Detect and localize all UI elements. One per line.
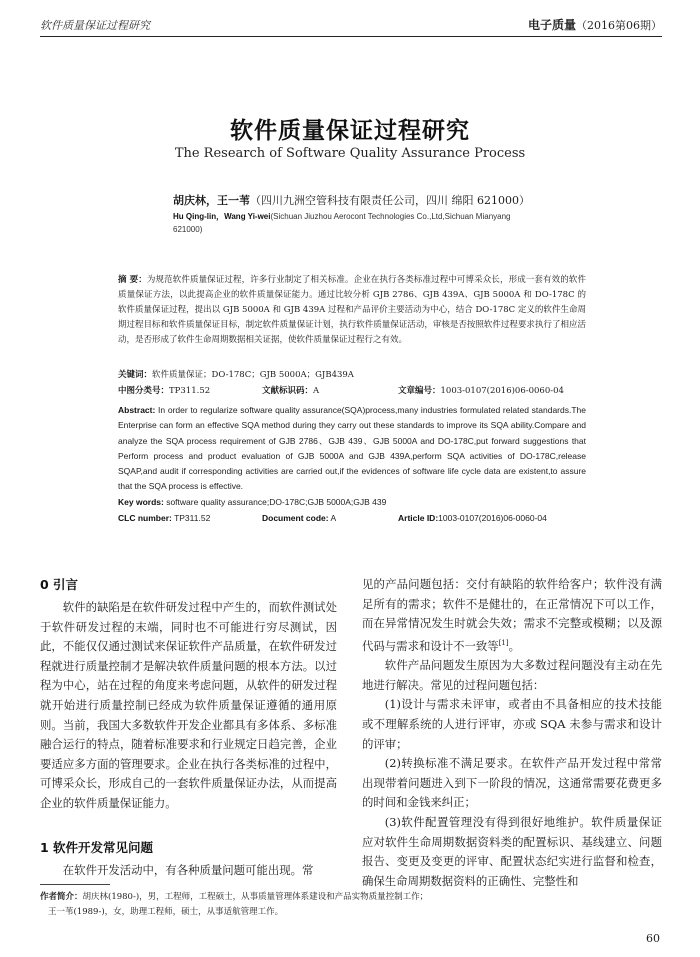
right-paragraph-5: (3)软件配置管理没有得到很好地维护。软件质量保证应对软件生命周期数据资料类的配置标识、基线建立、问题报告、变更及变更的评审、配置状态纪实进行监督和检查，确保生命周期数据资料的正确性、完整性和 — [362, 814, 662, 888]
abstract-en — [118, 403, 586, 495]
paper-title-cn: 软件质量保证过程研究 — [230, 117, 470, 144]
section-1-heading: 1 软件开发常见问题 — [40, 840, 154, 855]
abstract-cn-text: 为规范软件质量保证过程，许多行业制定了相关标准。企业在执行各类标准过程中可博采众长，形成一套有效的软件质量保证方法，以此提高企业的软件质量保证能力。通过比较分析 GJB 2786、GJB 439A、GJB 5000A 和 DO-178C 的软件质量保证过程，提出以 GJB 5000A 和 GJB 439A 过程和产品评价主要活动为中心，结合 DO-178C 定义的软件生命周期过程目标和软件质量保证目标，制定软件质量保证计划，执行软件质量保证活动，审核是否按照软件过程要求执行了相应活动，是否形成了软件生命周期数据相关证据，使软件质量保证过程行之有效。 — [118, 275, 586, 345]
author-names-en: Hu Qing-lin，Wang Yi-wei — [173, 212, 271, 221]
footnote-author-1: 胡庆林(1980-)，男，工程师，工程硕士，从事质量管理体系建设和产品实物质量控制工作； — [82, 892, 429, 902]
keywords-en — [118, 497, 386, 507]
doc-code-en — [262, 513, 336, 523]
doc-code-cn-value: A — [313, 386, 320, 396]
journal-name: 电子质量 — [527, 18, 576, 32]
authors-en — [173, 210, 533, 236]
abstract-en-label: Abstract: — [118, 405, 156, 415]
page-number: 60 — [646, 932, 660, 945]
doc-code-en-label: Document code: — [262, 513, 329, 523]
right-paragraph-4: (2)转换标准不满足要求。在软件产品开发过程中常常出现带着问题进入到下一阶段的情况，这通常需要花费更多的时间和金钱来纠正； — [362, 756, 662, 810]
footnote-line-1 — [40, 890, 428, 902]
right-paragraph-1-end: 。 — [508, 638, 521, 653]
doc-code-cn — [262, 384, 319, 396]
right-paragraph-1 — [362, 575, 662, 656]
abstract-cn-label: 摘 要： — [118, 275, 147, 285]
clc-cn — [118, 384, 210, 396]
keywords-cn-label: 关键词： — [118, 370, 153, 380]
right-paragraph-3: (1)设计与需求未评审，或者由不具备相应的技术技能或不理解系统的人进行评审，亦或 SQA 未参与需求和设计的评审； — [362, 697, 662, 751]
authors-cn — [173, 192, 530, 208]
keywords-cn-text: 软件质量保证；DO-178C；GJB 5000A；GJB439A — [152, 370, 354, 380]
keywords-en-text: software quality assurance;DO-178C;GJB 5000A;GJB 439 — [166, 497, 387, 507]
right-paragraph-2: 软件产品问题发生原因为大多数过程问题没有主动在先地进行解决。常见的过程问题包括： — [362, 658, 662, 692]
clc-en-value: TP311.52 — [174, 513, 211, 523]
issue-label: （2016第06期） — [576, 19, 662, 32]
abstract-en-text: In order to regularize software quality assurance(SQA)process,many industries formulated related standards.The Enterprise can form an effective SQA method during they carry out these standards to improve its SQA ability.Compare and analyze the SQA process requirement of GJB 2786、GJB 439、GJB 5000A and DO-178C,put forward suggestions that Perform process and product evaluation of GJB 5000A and GJB 439A,perform SQA activities of DO-178C,release SQAP,and audit if corresponding activities are carried out,if the evidences of software life cycle data are existent,to assure that the SQA process is effective. — [118, 405, 586, 492]
article-id-en-label: Article ID: — [398, 513, 439, 523]
keywords-en-label: Key words: — [118, 497, 164, 507]
running-header — [40, 14, 662, 36]
affiliation-en: (Sichuan Jiuzhou Aerocont Technologies Co.,Ltd,Sichuan Mianyang 621000) — [173, 212, 511, 234]
article-no-cn-value: 1003-0107(2016)06-0060-04 — [440, 386, 564, 396]
affiliation-cn: （四川九洲空管科技有限责任公司，四川 绵阳 621000） — [250, 194, 530, 207]
article-no-cn — [398, 384, 564, 396]
doc-code-cn-label: 文献标识码： — [262, 386, 314, 396]
footnote-label: 作者简介： — [40, 892, 83, 902]
section-0-body — [40, 598, 337, 814]
right-paragraph-1-text: 见的产品问题包括：交付有缺陷的软件给客户；软件没有满足所有的需求；软件不是健壮的，在正常情况下可以工作，而在异常情况发生时就会失效；需求不完整或模糊；以及源代码与需求和设计不一致等 — [362, 577, 662, 653]
doc-code-en-value: A — [330, 513, 337, 523]
section-0-heading: 0 引言 — [40, 577, 79, 592]
citation-ref: [1] — [498, 638, 509, 647]
section-1-paragraph: 在软件开发活动中，有各种质量问题可能出现。常 — [62, 863, 314, 877]
article-no-cn-label: 文章编号： — [398, 386, 441, 396]
article-id-en — [398, 513, 547, 523]
journal-issue — [528, 16, 662, 33]
footnote-line-2: 王一苇(1989-)，女，助理工程师，硕士，从事适航管理工作。 — [48, 907, 284, 917]
footnote-rule — [40, 884, 110, 885]
keywords-cn — [118, 368, 354, 380]
right-column — [362, 575, 662, 891]
section-0-paragraph: 软件的缺陷是在软件研发过程中产生的，而软件测试处于软件研发过程的末端，同时也不可能进行穷尽测试，因此，不能仅仅通过测试来保证软件产品质量，在软件研发过程就进行质量控制才是解决软件质量问题的根本方法。以过程为中心，站在过程的角度来考虑问题，从软件的研发过程就开始进行质量控制已经成为软件质量保证遵循的通用原则。当前，我国大多数软件开发企业都具有多体系、多标准融合运行的特点，随着标准要求和行业规定日趋完善，企业要适应多方面的管理要求。企业在执行各类标准的过程中，可博采众长，形成自己的一套软件质量保证办法，从而提高企业的软件质量保证能力。 — [40, 600, 337, 810]
section-1-body — [40, 861, 337, 881]
article-id-en-value: 1003-0107(2016)06-0060-04 — [438, 513, 547, 523]
clc-en-label: CLC number: — [118, 513, 172, 523]
running-header-title: 软件质量保证过程研究 — [40, 19, 150, 32]
abstract-cn — [118, 273, 586, 348]
paper-title-en: The Research of Software Quality Assurance Process — [174, 146, 526, 161]
header-rule — [40, 36, 662, 37]
clc-cn-label: 中图分类号： — [118, 386, 170, 396]
clc-en — [118, 513, 210, 523]
author-names-cn: 胡庆林，王一苇 — [173, 194, 250, 207]
clc-cn-value: TP311.52 — [169, 386, 211, 396]
